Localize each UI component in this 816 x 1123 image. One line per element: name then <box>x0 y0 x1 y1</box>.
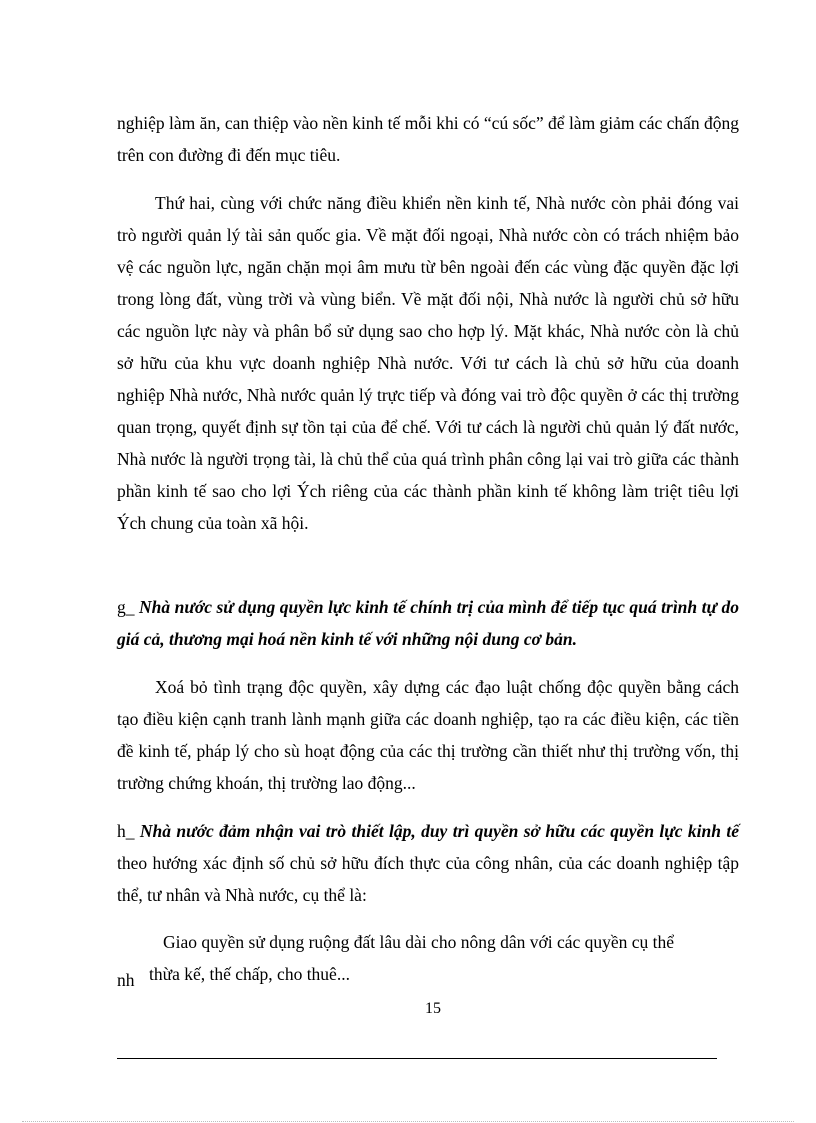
paragraph-state-role: Thứ hai, cùng với chức năng điều khiển nền kinh tế, Nhà nước còn phải đóng vai trò người quản lý tài sản quốc gia. Về mặt đối ngoại, Nhà nước còn có trách nhiệm bảo vệ các nguồn lực, ngăn chặn mọi âm mưu từ bên ngoài đến các vùng đặc quyền đặc lợi trong lòng đất, vùng trời và vùng biển. Về mặt đối nội, Nhà nước là người chủ sở hữu các nguồn lực này và phân bổ sử dụng sao cho hợp lý. Mặt khác, Nhà nước còn là chủ sở hữu của khu vực doanh nghiệp Nhà nước. Với tư cách là chủ sở hữu của doanh nghiệp Nhà nước, Nhà nước quản lý trực tiếp và đóng vai trò độc quyền ở các thị trường quan trọng, quyết định sự tồn tại của để chế. Với tư cách là người chủ quản lý đất nước, Nhà nước là người trọng tài, là chủ thể của quá trình phân công lại vai trò giữa các thành phần kinh tế sao cho lợi Ých riêng của các thành phần kinh tế không làm triệt tiêu lợi Ých chung của toàn xã hội. <box>117 193 739 533</box>
heading-h-prefix: h_ <box>117 821 135 841</box>
heading-g-prefix: g_ <box>117 597 135 617</box>
heading-g-text: Nhà nước sử dụng quyền lực kinh tế chính trị của mình để tiếp tục quá trình tự do giá cả, thương mại hoá nền kinh tế với những nội dung cơ bản. <box>117 597 739 649</box>
heading-h-bold-text: Nhà nước đảm nhận vai trò thiết lập, duy trì quyền sở hữu các quyền lực kinh tế <box>139 821 740 841</box>
land-rights-line-2-text: thừa kế, thế chấp, cho thuê... <box>149 964 350 984</box>
page-edge-divider <box>22 1121 794 1122</box>
land-rights-prefix: nh <box>117 970 135 990</box>
heading-h-rest-text: theo hướng xác định số chủ sở hữu đích thực của công nhân, của các doanh nghiệp tập thể, tư nhân và Nhà nước, cụ thể là: <box>117 853 739 905</box>
paragraph-continuation: nghiệp làm ăn, can thiệp vào nền kinh tế mỗi khi có “cú sốc” để làm giảm các chấn động trên con đường đi đến mục tiêu. <box>117 113 740 165</box>
page-number: 15 <box>425 1000 441 1017</box>
land-rights-line-1: Giao quyền sử dụng ruộng đất lâu dài cho nông dân với các quyền cụ thể <box>163 932 675 952</box>
section-heading-h <box>117 815 739 911</box>
paragraph-land-rights <box>117 926 739 990</box>
section-heading-g <box>117 591 739 655</box>
paragraph-monopoly: Xoá bỏ tình trạng độc quyền, xây dựng các đạo luật chống độc quyền bằng cách tạo điều kiện cạnh tranh lành mạnh giữa các doanh nghiệp, tạo ra các điều kiện, các tiền đề kinh tế, pháp lý cho sù hoạt động của các thị trường cần thiết như thị trường vốn, thị trường chứng khoán, thị trường lao động... <box>117 677 739 793</box>
land-rights-line-2 <box>117 958 739 990</box>
footer-divider <box>117 1058 717 1059</box>
